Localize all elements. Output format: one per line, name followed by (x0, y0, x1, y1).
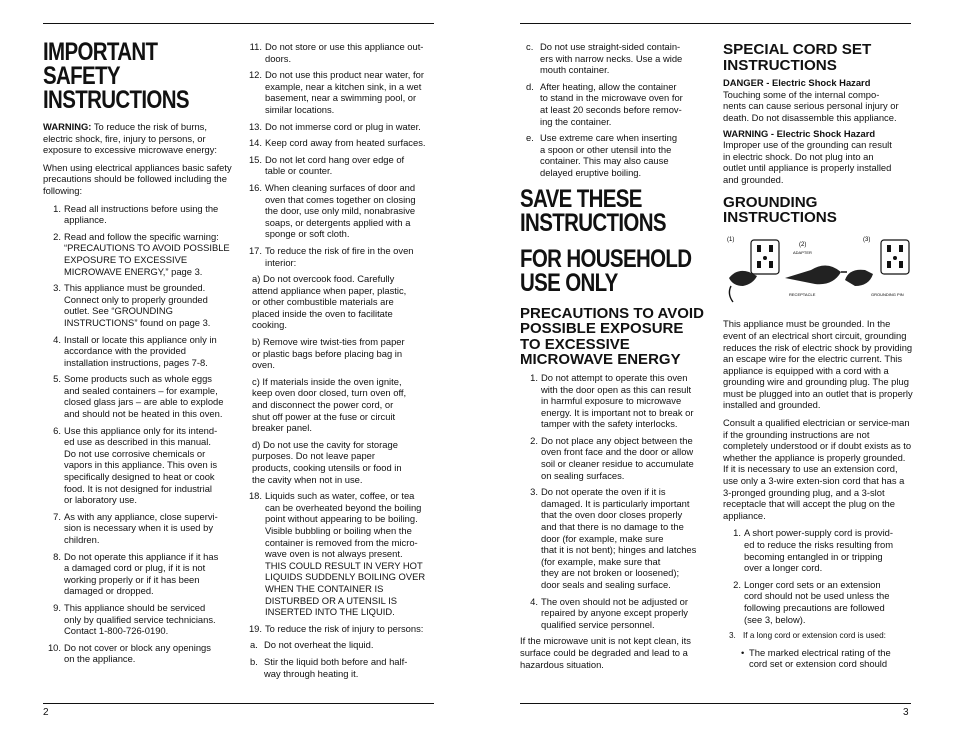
bottom-rule (43, 703, 434, 704)
list-item (43, 231, 235, 277)
list-item (244, 121, 436, 133)
list-item (520, 486, 712, 590)
diagram-label-1: (1) (727, 236, 735, 243)
grounding-list (723, 527, 913, 625)
item-text: Do not let cord hang over edge of table or counter. (265, 153, 405, 177)
warning-label: WARNING: (43, 121, 92, 132)
adapter-plug-icon (785, 265, 841, 284)
diagram-label-3: (3) (863, 236, 871, 243)
sub-item (250, 656, 436, 679)
safety-list-2 (244, 41, 436, 268)
item-number: 5. (53, 373, 61, 385)
item-text: Do not immerse cord or plug in water. (265, 120, 421, 132)
item-text: A short power-supply cord is provid- ed to reduce the risks resulting from becoming entangled in or tripping over a longer cord. (744, 527, 894, 574)
item-number: 1. (530, 371, 538, 383)
sub-item-letter: c. (526, 41, 534, 52)
item-text: As with any appliance, close supervi- sion is necessary when it is used by children. (64, 510, 218, 545)
grounding-title: GROUNDING INSTRUCTIONS (723, 193, 837, 227)
item-number: 18. (248, 490, 262, 502)
warning-text: To reduce the risk of burns, electric shock, fire, injury to persons, or exposure to excessive microwave energy: (43, 121, 218, 156)
item-text: The oven should not be adjusted or repaired by anyone except properly qualified service personnel. (541, 595, 688, 630)
diagram-label-2: (2) (799, 241, 807, 248)
item-text: Read all instructions before using the appliance. (64, 202, 219, 226)
household-use-title: FOR HOUSEHOLD USE ONLY (520, 244, 692, 297)
item-number: 15. (248, 153, 262, 165)
left-column (43, 40, 235, 670)
list-item (43, 425, 235, 506)
item-text: Liquids such as water, coffee, or tea can be overheated beyond the boiling point without appearing to be boiling. Visible bubbling or boiling when the container is removed from the micro- wave oven is not always present. THIS COULD RESULT IN VERY HOT LIQUIDS SUDDENLY BOILING OVER WHEN THE CONTAINER IS DISTURBED OR A UTENSIL IS INSERTED INTO THE LIQUID. (265, 490, 426, 618)
grounding-paragraph-1: This appliance must be grounded. In the event of an electrical short circuit, grounding reduces the risk of electric shock by providing an escape wire for the electric current. This appliance is equipped with a cord with a grounding wire and grounding plug. The plug must be plugged into an outlet that is properly installed and grounded. (723, 318, 913, 411)
item-text: Do not use this product near water, for example, near a kitchen sink, in a wet basement, near a swimming pool, or similar locations. (265, 69, 424, 115)
sub-item (526, 81, 712, 127)
list-item (244, 41, 436, 64)
safety-list-1 (43, 203, 235, 665)
item-number: 2. (53, 230, 61, 242)
ground-pin-label: GROUNDING PIN (871, 291, 904, 297)
danger-text: Touching some of the internal compo- nents can cause serious personal injury or death. Do not disassemble this appliance. (723, 88, 899, 123)
page-number: 3 (903, 707, 909, 718)
sub-item (526, 132, 712, 178)
middle-column (244, 41, 436, 684)
item-number: 4. (530, 595, 538, 607)
sub-item-letter: a. (250, 639, 258, 651)
item-number: 17. (248, 244, 262, 256)
item-number: 7. (53, 510, 61, 522)
warning-label: WARNING - Electric Shock Hazard (723, 127, 876, 139)
adapter-label: ADAPTER (793, 249, 812, 255)
save-instructions-title: SAVE THESE INSTRUCTIONS (520, 184, 666, 237)
item-number: 1. (53, 202, 61, 214)
item-number: 12. (248, 69, 262, 81)
item-number: 1. (733, 527, 741, 539)
sub-item-text: After heating, allow the container to stand in the microwave oven for at least 20 seconds before remov- ing the container. (540, 80, 683, 127)
sub-item-text: Use extreme care when inserting a spoon or other utensil into the container. This may also cause delayed eruptive boiling. (540, 132, 678, 178)
item-number: 2. (530, 434, 538, 446)
list-item (520, 435, 712, 481)
precautions-list (520, 372, 712, 630)
precautions-title: PRECAUTIONS TO AVOID POSSIBLE EXPOSURE TO EXCESSIVE MICROWAVE ENERGY (520, 304, 704, 369)
item-19-continued (520, 41, 712, 179)
item-text: Do not attempt to operate this oven with the door open as this can result in harmful exposure to microwave energy. It is important not to break or tamper with the safety interlocks. (541, 371, 694, 430)
warning-paragraph (43, 121, 235, 156)
item-number: 11. (249, 41, 262, 52)
item-text: Some products such as whole eggs and sealed containers – for example, closed glass jars – are able to explode and should not be heated in this oven. (64, 373, 224, 420)
item-19-subitems (244, 639, 436, 679)
item-number: 9. (53, 601, 61, 613)
list-item (43, 334, 235, 369)
list-item (244, 245, 436, 268)
safety-list-3 (244, 490, 436, 634)
item-text: Do not place any object between the oven front face and the door or allow soil or cleaner residue to accumulate on sealing surfaces. (541, 434, 694, 481)
page-number: 2 (43, 707, 49, 718)
item-number: 10. (47, 641, 61, 653)
page-right (477, 0, 954, 738)
item-text: Keep cord away from heated surfaces. (265, 137, 426, 149)
page-title: IMPORTANT SAFETY INSTRUCTIONS (43, 38, 189, 114)
list-item (43, 642, 235, 665)
sub-item: d) Do not use the cavity for storage purposes. Do not leave paper products, cooking utensils or food in the cavity when not in use. (252, 438, 402, 485)
list-item (43, 602, 235, 637)
item-number: 13. (248, 120, 262, 132)
item-text: To reduce the risk of fire in the oven interior: (265, 244, 414, 268)
item-text: To reduce the risk of injury to persons: (265, 622, 424, 634)
item-number: 3. (53, 282, 61, 294)
list-item (244, 182, 436, 240)
precautions-footer: If the microwave unit is not kept clean, its surface could be degraded and lead to a hazardous situation. (520, 635, 691, 670)
sub-item-text: Do not use straight-sided contain- ers with narrow necks. Use a wide mouth container. (540, 41, 683, 76)
grounded-plug-icon (845, 269, 873, 285)
item-text: Longer cord sets or an extension cord should not be used unless the following precautions are followed (see 3, below). (744, 578, 890, 625)
item-text: Use this appliance only for its intend- ed use as described in this manual. Do not use corrosive chemicals or vapors in this appliance. This oven is specifically designed to heat or cook food. It is not designed for industrial or laboratory use. (64, 424, 218, 506)
sub-item: c) If materials inside the oven ignite, keep oven door closed, turn oven off, and disconnect the power cord, or shut off power at the fuse or circuit breaker panel. (252, 375, 407, 434)
item-17-subitems (244, 273, 436, 485)
right-left-column (520, 41, 712, 676)
item-text: This appliance should be serviced only by qualified service technicians. Contact 1-800-726-0190. (64, 601, 216, 637)
item-number: 16. (248, 181, 262, 193)
sub-item-text: Stir the liquid both before and half- way through heating it. (264, 655, 408, 679)
sub-item-letter: e. (526, 132, 534, 144)
item-text: This appliance must be grounded. Connect only to properly grounded outlet. See “GROUNDING INSTRUCTIONS” found on page 3. (64, 282, 211, 328)
list-item (244, 623, 436, 635)
item-text: Read and follow the specific warning: “PRECAUTIONS TO AVOID POSSIBLE EXPOSURE TO EXCESSIVE MICROWAVE ENERGY,” page 3. (64, 230, 230, 277)
intro-paragraph: When using electrical appliances basic safety precautions should be followed including the following: (43, 161, 232, 196)
warning-text: Improper use of the grounding can result in electric shock. Do not plug into an outlet until appliance is properly installed and grounded. (723, 139, 892, 185)
grounding-bullet: • The marked electrical rating of the cord set or extension cord should (741, 646, 891, 670)
item-text: Do not store or use this appliance out- doors. (265, 41, 424, 64)
item-number: 19. (248, 622, 262, 634)
item-number: 3. (530, 486, 538, 498)
sub-item-letter: b. (250, 655, 258, 667)
cord-set-title: SPECIAL CORD SET INSTRUCTIONS (723, 41, 872, 74)
grounding-diagram (723, 232, 913, 310)
right-right-column (723, 42, 913, 670)
item-number: 6. (53, 424, 61, 436)
sub-item-letter: d. (526, 80, 534, 92)
list-item (520, 596, 712, 631)
top-rule (43, 23, 434, 24)
list-item (43, 551, 235, 597)
sub-item (526, 41, 712, 76)
list-item (244, 69, 436, 115)
item-text: When cleaning surfaces of door and oven that comes together on closing the door, use only mild, nonabrasive soaps, or detergents applied with a sponge or soft cloth. (265, 181, 416, 240)
top-rule (520, 23, 911, 24)
list-item (43, 373, 235, 419)
item-text: Do not cover or block any openings on the appliance. (64, 641, 211, 665)
danger-label: DANGER - Electric Shock Hazard (723, 77, 871, 89)
item-number: 2. (733, 578, 741, 590)
bottom-rule (520, 703, 911, 704)
grounding-item-3: 3. If a long cord or extension cord is used: (729, 631, 886, 641)
item-text: Do not operate this appliance if it has a damaged cord or plug, if it is not working properly or if it has been damaged or dropped. (64, 550, 219, 597)
item-text: Install or locate this appliance only in accordance with the provided installation instructions, pages 7-8. (64, 333, 217, 368)
list-item (723, 579, 913, 625)
list-item (244, 490, 436, 618)
receptacle-label: RECEPTACLE (789, 291, 816, 297)
list-item (43, 282, 235, 328)
list-item (43, 203, 235, 226)
list-item (723, 527, 913, 573)
sub-item-text: Do not overheat the liquid. (264, 639, 374, 651)
list-item (43, 511, 235, 546)
item-number: 4. (53, 333, 61, 345)
item-number: 14. (248, 137, 262, 149)
list-item (244, 154, 436, 177)
list-item (520, 372, 712, 430)
grounding-paragraph-2: Consult a qualified electrician or service-man if the grounding instructions are not completely understood or if doubt exists as to whether the appliance is properly grounded. If it is necessary to use an extension cord, use only a 3-wire exten-sion cord that has a 3-pronged grounding plug, and a 3-slot receptacle that will accept the plug on the appliance. (723, 417, 912, 521)
list-item (244, 137, 436, 149)
sub-item: a) Do not overcook food. Carefully attend appliance when paper, plastic, or other combustible materials are placed inside the oven to facilitate cooking. (252, 273, 407, 331)
sub-item (250, 639, 436, 651)
item-text: Do not operate the oven if it is damaged. It is particularly important that the oven door closes properly and that there is no damage to the door (for example, make sure that it is not bent); hinges and latches (for example, make sure that they are not broken or loosened); door seals and sealing surface. (541, 486, 697, 590)
sub-item: b) Remove wire twist-ties from paper or plastic bags before placing bag in oven. (252, 336, 405, 371)
item-number: 8. (53, 550, 61, 562)
